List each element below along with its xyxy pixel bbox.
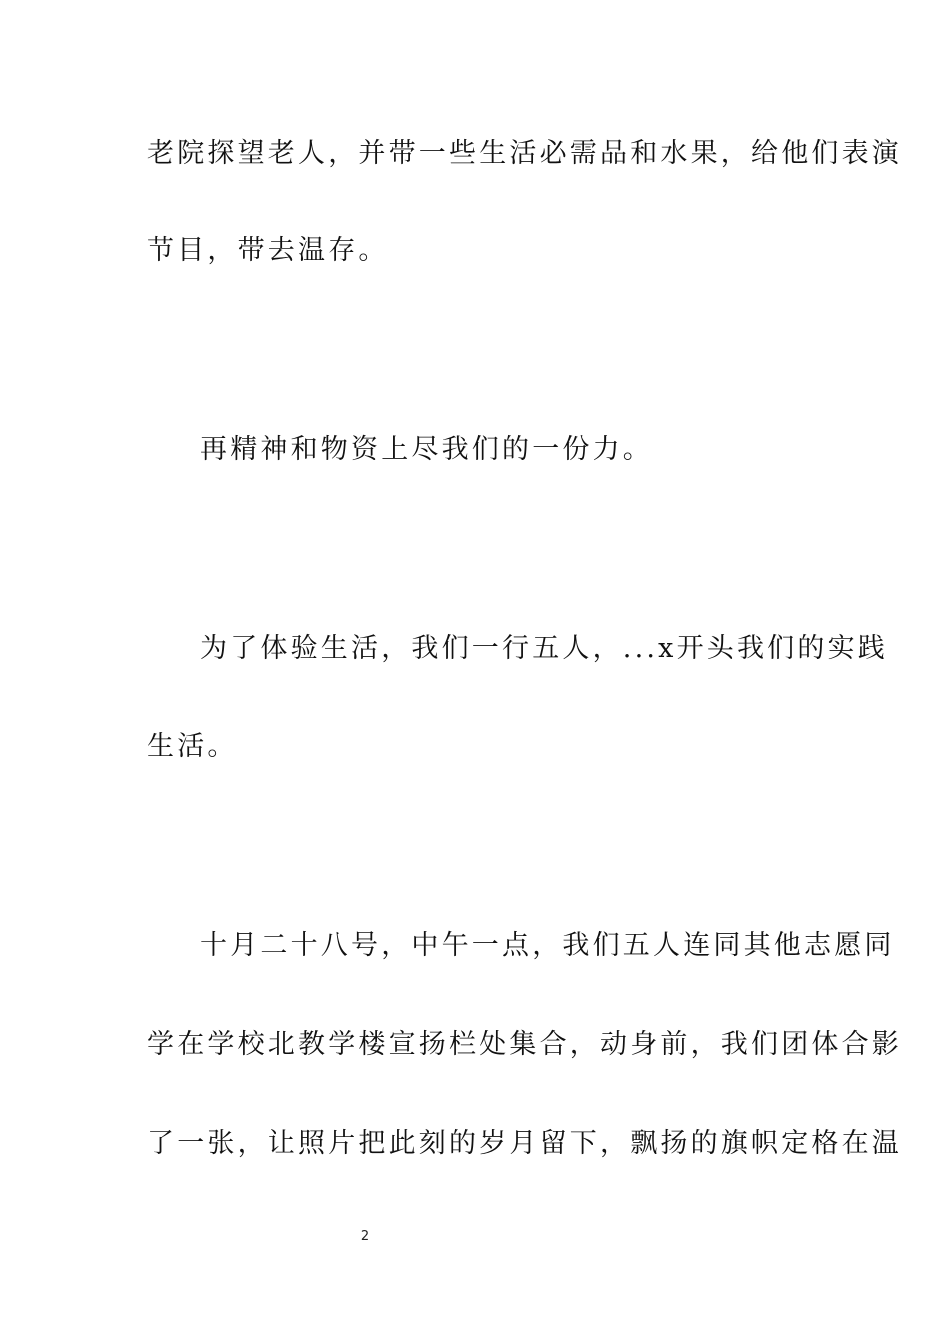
page-number: 2 bbox=[360, 1229, 370, 1244]
paragraph-line: 老院探望老人，并带一些生活必需品和水果，给他们表演 bbox=[147, 138, 902, 169]
paragraph-line: 了一张，让照片把此刻的岁月留下，飘扬的旗帜定格在温 bbox=[147, 1128, 902, 1159]
paragraph-line: 生活。 bbox=[147, 731, 238, 762]
paragraph-line: 再精神和物资上尽我们的一份力。 bbox=[200, 434, 653, 465]
paragraph-line: 十月二十八号，中午一点，我们五人连同其他志愿同 bbox=[200, 930, 895, 961]
paragraph-line: 节目，带去温存。 bbox=[147, 235, 389, 266]
paragraph-line: 为了体验生活，我们一行五人，...x开头我们的实践 bbox=[200, 633, 888, 664]
paragraph-line: 学在学校北教学楼宣扬栏处集合，动身前，我们团体合影 bbox=[147, 1029, 902, 1060]
